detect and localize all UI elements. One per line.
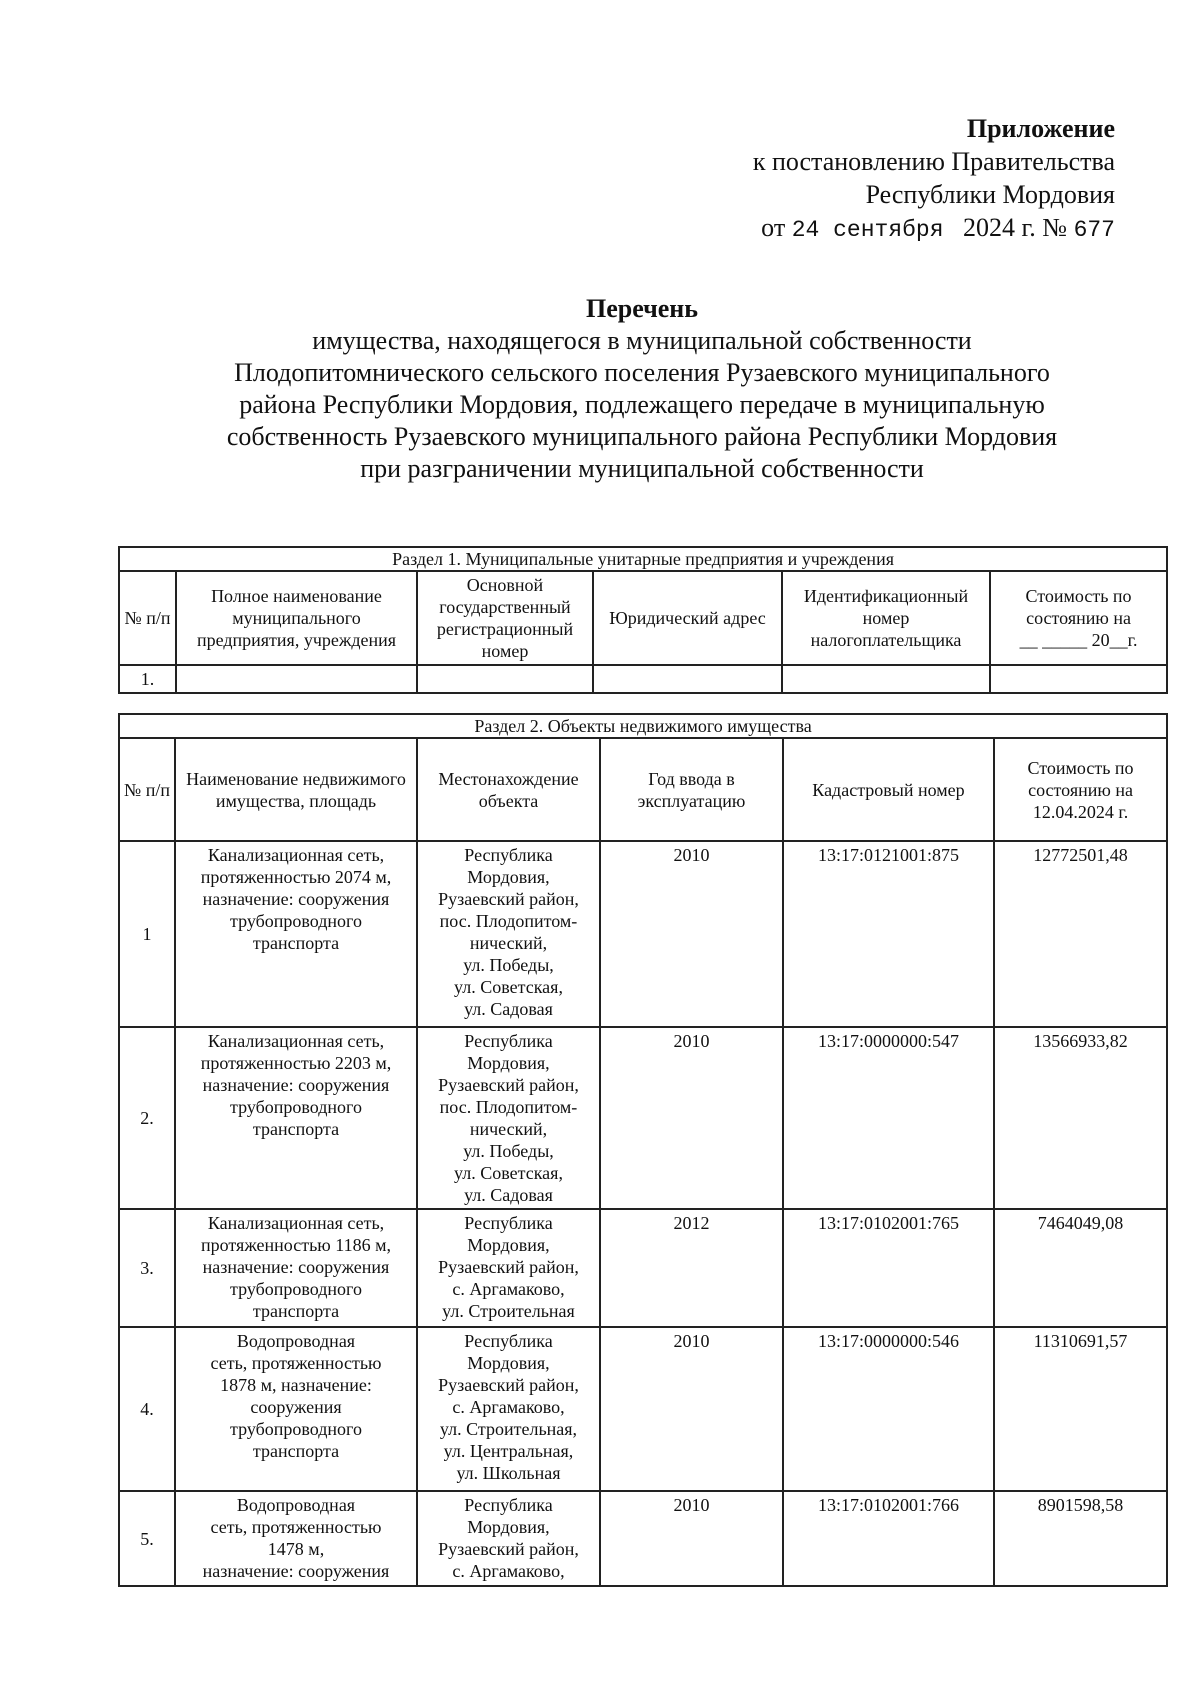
row-cost: 12772501,48 xyxy=(994,841,1167,1027)
row-year: 2010 xyxy=(600,1027,783,1209)
location-line: пос. Плодопитом- xyxy=(439,911,578,931)
location-line: ул. Центральная, xyxy=(443,1441,574,1461)
location-line: Мордовия, xyxy=(467,1353,550,1373)
location-line: ул. Строительная xyxy=(442,1301,575,1321)
name-line: сеть, протяженностью xyxy=(210,1517,382,1537)
s1-row-ogrn xyxy=(417,665,593,693)
row-num: 2. xyxy=(119,1027,175,1209)
heading-line-2: Плодопитомнического сельского поселения Рузаевского муниципального xyxy=(234,358,1050,387)
name-line: транспорта xyxy=(252,933,340,953)
s1-row-name xyxy=(176,665,417,693)
section2-title: Раздел 2. Объекты недвижимого имущества xyxy=(119,714,1167,738)
heading-line-4: собственность Рузаевского муниципального района Республики Мордовия xyxy=(226,422,1058,451)
s1-row-cost xyxy=(990,665,1167,693)
name-line: протяженностью 1186 м, xyxy=(201,1235,391,1255)
row-cost: 11310691,57 xyxy=(994,1327,1167,1491)
row-cost: 7464049,08 xyxy=(994,1209,1167,1327)
appendix-block xyxy=(753,112,1115,247)
location-line: Мордовия, xyxy=(467,1053,550,1073)
row-location xyxy=(417,1209,600,1327)
name-line: Канализационная сеть, xyxy=(207,1213,385,1233)
row-num: 4. xyxy=(119,1327,175,1491)
heading-line-5: при разграничении муниципальной собственности xyxy=(360,454,924,483)
s1-header-cost-date: __ _____ 20__г. xyxy=(1019,630,1138,650)
location-line: с. Аргамаково, xyxy=(452,1397,565,1417)
name-line: трубопроводного xyxy=(230,911,362,931)
s2-header-name: Наименование недвижимого имущества, площадь xyxy=(175,738,417,841)
location-line: пос. Плодопитом- xyxy=(439,1097,578,1117)
location-line: ул. Садовая xyxy=(464,999,553,1019)
row-num: 3. xyxy=(119,1209,175,1327)
location-line: ул. Советская, xyxy=(454,977,563,997)
s2-header-location: Местонахождение объекта xyxy=(417,738,600,841)
name-line: назначение: сооружения xyxy=(202,1561,390,1581)
name-line: протяженностью 2203 м, xyxy=(200,1053,392,1073)
section2-table xyxy=(118,713,1168,1587)
row-location xyxy=(417,1327,600,1491)
table-row xyxy=(119,841,1167,1027)
name-line: назначение: сооружения xyxy=(202,1075,390,1095)
location-line: Рузаевский район, xyxy=(438,1375,579,1395)
section1-table xyxy=(118,546,1168,694)
location-line: Республика xyxy=(464,1031,553,1051)
location-line: Рузаевский район, xyxy=(438,1539,579,1559)
appendix-line-2: Республики Мордовия xyxy=(865,180,1115,209)
name-line: Канализационная сеть, xyxy=(207,845,385,865)
name-line: транспорта xyxy=(252,1301,340,1321)
location-line: Рузаевский район, xyxy=(438,1257,579,1277)
date-prefix: от xyxy=(761,213,786,242)
location-line: ул. Советская, xyxy=(454,1163,563,1183)
name-line: сеть, протяженностью xyxy=(210,1353,382,1373)
row-cadastral: 13:17:0000000:546 xyxy=(783,1327,994,1491)
location-line: Мордовия, xyxy=(467,1235,550,1255)
s1-header-inn: Идентификационный номер налогоплательщика xyxy=(782,571,990,665)
row-name xyxy=(175,1027,417,1209)
location-line: ул. Победы, xyxy=(463,1141,554,1161)
s1-header-name: Полное наименование муниципального предприятия, учреждения xyxy=(176,571,417,665)
location-line: Республика xyxy=(464,1495,553,1515)
appendix-line-1: к постановлению Правительства xyxy=(752,147,1115,176)
location-line: нический, xyxy=(469,933,548,953)
row-cost: 8901598,58 xyxy=(994,1491,1167,1586)
name-line: назначение: сооружения xyxy=(202,889,390,909)
name-line: Водопроводная xyxy=(236,1331,356,1351)
row-num: 1 xyxy=(119,841,175,1027)
location-line: с. Аргамаково, xyxy=(452,1561,565,1581)
row-location xyxy=(417,1027,600,1209)
table-row xyxy=(119,665,1167,693)
row-name xyxy=(175,1209,417,1327)
name-line: 1878 м, назначение: xyxy=(220,1375,372,1395)
row-name xyxy=(175,1327,417,1491)
row-location xyxy=(417,1491,600,1586)
name-line: 1478 м, xyxy=(267,1539,325,1559)
location-line: Рузаевский район, xyxy=(438,1075,579,1095)
row-location xyxy=(417,841,600,1027)
name-line: протяженностью 2074 м, xyxy=(200,867,392,887)
s1-header-ogrn: Основной государственный регистрационный номер xyxy=(417,571,593,665)
decree-number: 677 xyxy=(1073,217,1115,243)
s1-header-address: Юридический адрес xyxy=(593,571,782,665)
s2-header-num: № п/п xyxy=(119,738,175,841)
location-line: с. Аргамаково, xyxy=(452,1279,565,1299)
heading-line-1: имущества, находящегося в муниципальной собственности xyxy=(312,326,972,355)
location-line: Рузаевский район, xyxy=(438,889,579,909)
location-line: ул. Строительная, xyxy=(439,1419,578,1439)
s1-row-inn xyxy=(782,665,990,693)
row-cadastral: 13:17:0102001:765 xyxy=(783,1209,994,1327)
name-line: транспорта xyxy=(252,1119,340,1139)
table-row xyxy=(119,1209,1167,1327)
section1-title: Раздел 1. Муниципальные унитарные предприятия и учреждения xyxy=(119,547,1167,571)
location-line: Мордовия, xyxy=(467,1517,550,1537)
name-line: Канализационная сеть, xyxy=(207,1031,385,1051)
location-line: Республика xyxy=(464,845,553,865)
location-line: ул. Садовая xyxy=(464,1185,553,1205)
row-name xyxy=(175,1491,417,1586)
year-text: 2024 г. № xyxy=(963,213,1068,242)
s2-header-cadastral: Кадастровый номер xyxy=(783,738,994,841)
location-line: ул. Школьная xyxy=(456,1463,561,1483)
date-value: 24 сентября xyxy=(791,217,944,243)
heading-line-3: района Республики Мордовия, подлежащего передаче в муниципальную xyxy=(239,390,1045,419)
name-line: назначение: сооружения xyxy=(202,1257,390,1277)
s2-header-cost: Стоимость по состоянию на 12.04.2024 г. xyxy=(994,738,1167,841)
location-line: Мордовия, xyxy=(467,867,550,887)
row-year: 2010 xyxy=(600,1491,783,1586)
name-line: транспорта xyxy=(252,1441,340,1461)
document-title: Перечень xyxy=(585,294,699,323)
s1-header-num: № п/п xyxy=(119,571,176,665)
s1-row-address xyxy=(593,665,782,693)
row-cadastral: 13:17:0000000:547 xyxy=(783,1027,994,1209)
location-line: Республика xyxy=(464,1213,553,1233)
name-line: трубопроводного xyxy=(230,1419,362,1439)
s1-header-cost-label: Стоимость по состоянию на xyxy=(1025,586,1132,628)
name-line: Водопроводная xyxy=(236,1495,356,1515)
row-num: 5. xyxy=(119,1491,175,1586)
s1-header-cost xyxy=(990,571,1167,665)
location-line: нический, xyxy=(469,1119,548,1139)
table-row xyxy=(119,1491,1167,1586)
appendix-title: Приложение xyxy=(966,114,1115,143)
table-row xyxy=(119,1327,1167,1491)
name-line: сооружения xyxy=(250,1397,342,1417)
name-line: трубопроводного xyxy=(230,1097,362,1117)
row-year: 2012 xyxy=(600,1209,783,1327)
s1-row-num: 1. xyxy=(119,665,176,693)
row-cadastral: 13:17:0121001:875 xyxy=(783,841,994,1027)
row-name xyxy=(175,841,417,1027)
appendix-date-line xyxy=(753,211,1115,247)
table-row xyxy=(119,1027,1167,1209)
s2-header-year: Год ввода в эксплуатацию xyxy=(600,738,783,841)
location-line: Республика xyxy=(464,1331,553,1351)
row-cadastral: 13:17:0102001:766 xyxy=(783,1491,994,1586)
row-year: 2010 xyxy=(600,1327,783,1491)
row-cost: 13566933,82 xyxy=(994,1027,1167,1209)
name-line: трубопроводного xyxy=(230,1279,362,1299)
document-heading xyxy=(120,293,1164,485)
location-line: ул. Победы, xyxy=(463,955,554,975)
row-year: 2010 xyxy=(600,841,783,1027)
